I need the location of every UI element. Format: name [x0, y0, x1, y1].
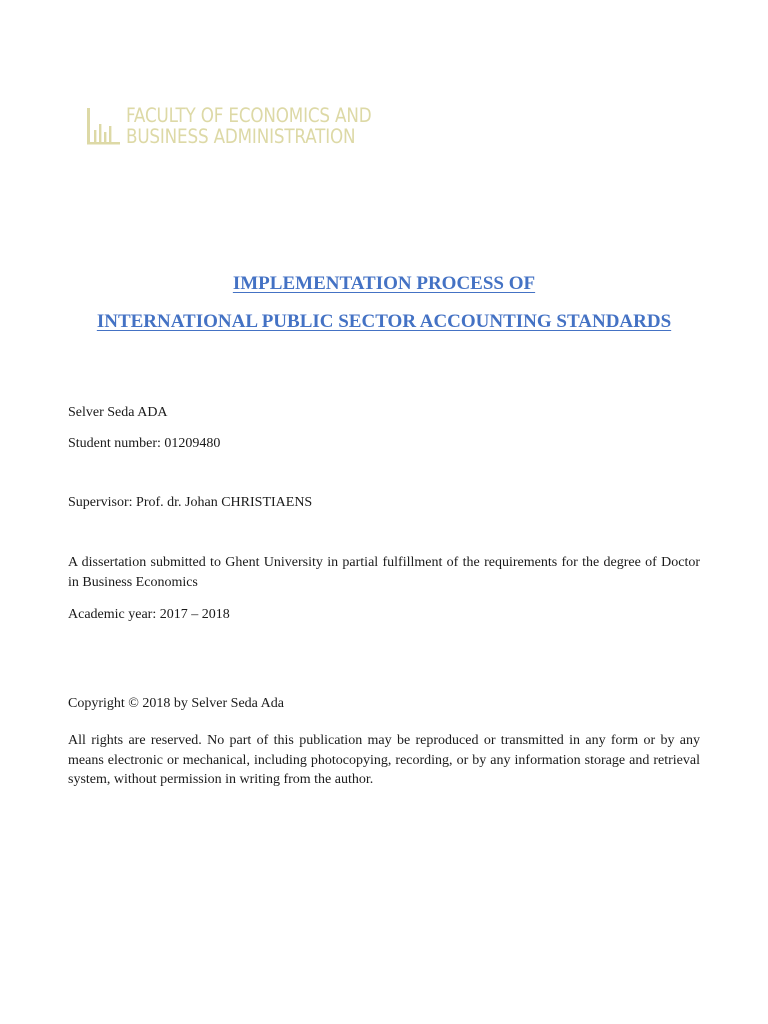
dissertation-note: A dissertation submitted to Ghent University in partial fulfillment of the requirements for the degree of Doctor in Business Economics	[68, 555, 700, 590]
title-line2: INTERNATIONAL PUBLIC SECTOR ACCOUNTING STANDARDS	[96, 311, 672, 332]
copyright-notice: Copyright © 2018 by Selver Seda Ada	[68, 696, 284, 711]
student-number: Student number: 01209480	[68, 436, 221, 451]
rights-statement: All rights are reserved. No part of this publication may be reproduced or transmitted in any form or by any means electronic or mechanical, including photocopying, recording, or by any information storage and retrieval system, without permission in writing from the author.	[68, 733, 700, 787]
bar-chart-logo-icon	[86, 104, 120, 148]
faculty-logo	[86, 104, 411, 148]
faculty-name-line1: FACULTY OF ECONOMICS AND	[126, 104, 372, 127]
supervisor: Supervisor: Prof. dr. Johan CHRISTIAENS	[68, 495, 313, 510]
faculty-name-line2: BUSINESS ADMINISTRATION	[126, 125, 356, 148]
author-name: Selver Seda ADA	[68, 405, 168, 420]
academic-year: Academic year: 2017 – 2018	[68, 607, 230, 622]
title-line1: IMPLEMENTATION PROCESS OF	[232, 273, 536, 294]
faculty-name	[126, 105, 371, 147]
